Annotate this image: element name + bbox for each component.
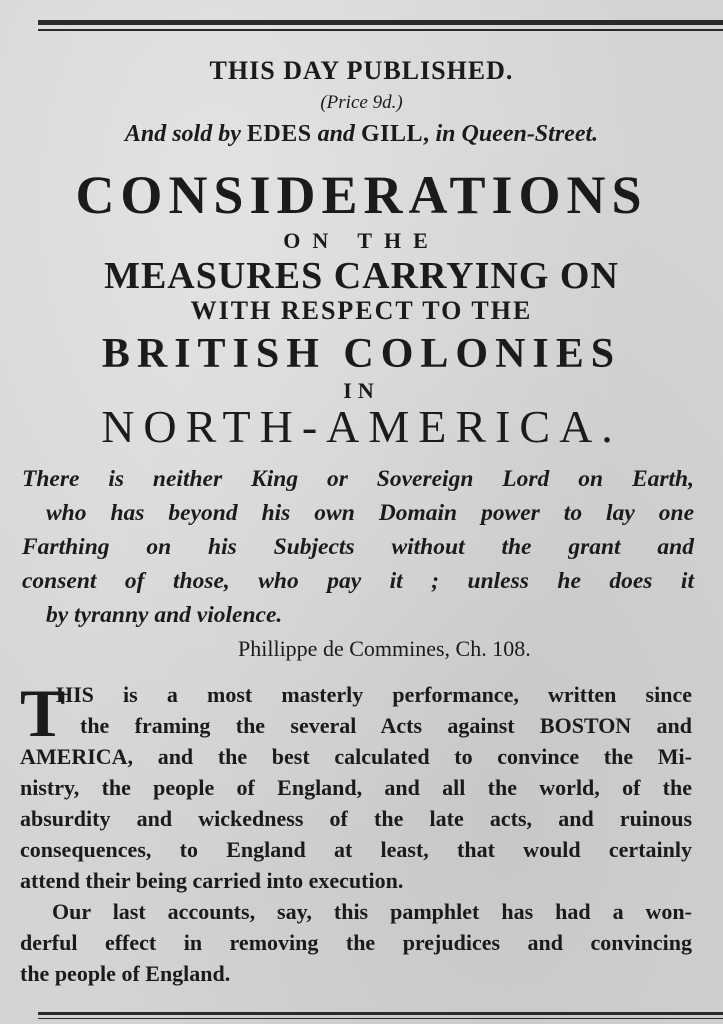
price-note: (Price 9d.) [320,92,403,113]
title-line-with-respect: WITH RESPECT TO THE [190,296,533,325]
paragraph-line: absurdity and wickedness of the late acts, and ruinous [20,806,692,831]
epigraph-line: who has beyond his own Domain power to lay one [46,500,694,526]
title-line-north-america: NORTH-AMERICA. [101,401,622,452]
epigraph-line: consent of those, who pay it ; unless he does it [22,568,694,594]
paragraph-line: derful effect in removing the prejudices and convincing [20,930,692,955]
paragraph-line: AMERICA, and the best calculated to convince the Mi- [20,744,692,769]
body-paragraph-2 [20,896,692,989]
bottom-rule-thin [38,1018,723,1019]
epigraph-line: Farthing on his Subjects without the grant and [22,534,694,560]
paragraph-line: the framing the several Acts against BOSTON and [80,713,692,738]
paragraph-line: the people of England. [20,961,231,986]
seller-and: and [317,121,355,147]
top-rule [38,20,723,25]
title-line-measures: MEASURES CARRYING ON [104,255,619,297]
seller-address: in Queen-Street. [435,121,599,147]
epigraph-line: by tyranny and violence. [46,602,283,628]
seller-edes: EDES [246,121,312,147]
title-line-considerations: CONSIDERATIONS [75,165,648,225]
paragraph-line: HIS is a most masterly performance, written since [56,682,692,707]
epigraph-quote [22,462,694,632]
paragraph-line: attend their being carried into execution. [20,868,404,893]
announcement-heading: THIS DAY PUBLISHED. [209,56,514,85]
bottom-rule [38,1012,723,1015]
seller-prefix: And sold by [124,121,241,147]
seller-line [20,121,703,148]
title-line-british-colonies: BRITISH COLONIES [101,331,622,377]
paragraph-line: Our last accounts, say, this pamphlet has had a won- [52,899,692,924]
epigraph-attribution: Phillippe de Commines, Ch. 108. [238,636,531,661]
seller-gill: GILL, [360,121,430,147]
drop-cap: T [20,675,66,751]
epigraph-line: There is neither King or Sovereign Lord on Earth, [22,466,694,492]
body-paragraph-1 [20,675,692,896]
title-line-in: IN [343,378,380,403]
top-rule-thin [38,29,723,31]
paragraph-line: consequences, to England at least, that would certainly [20,837,692,862]
paragraph-line: nistry, the people of England, and all the world, of the [20,775,692,800]
title-line-on-the: ON THE [283,228,440,253]
